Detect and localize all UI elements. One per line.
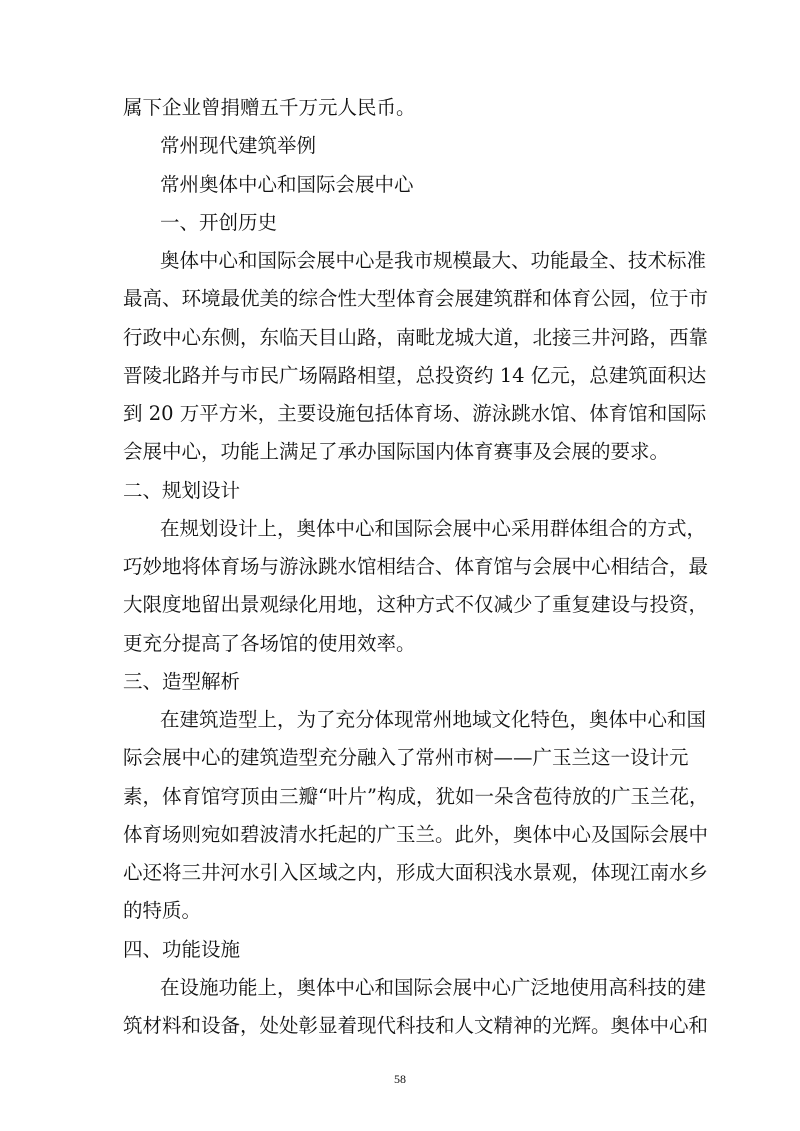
subsection-heading: 二、规划设计 xyxy=(123,479,241,502)
body-text-line: 际会展中心的建筑造型充分融入了常州市树——广玉兰这一设计元 xyxy=(123,746,689,769)
body-text-line: 素，体育馆穹顶由三瓣“叶片”构成，犹如一朵含苞待放的广玉兰花， xyxy=(123,785,709,808)
body-text-line: 的特质。 xyxy=(123,899,202,922)
subsection-heading: 常州奥体中心和国际会展中心 xyxy=(160,173,414,196)
body-text-line: 到 20 万平方米，主要设施包括体育场、游泳跳水馆、体育馆和国际 xyxy=(123,402,707,425)
paragraph-first-line: 在规划设计上，奥体中心和国际会展中心采用群体组合的方式， xyxy=(160,517,707,540)
body-text-line: 最高、环境最优美的综合性大型体育会展建筑群和体育公园，位于市 xyxy=(123,287,709,310)
subsection-heading: 一、开创历史 xyxy=(160,211,278,234)
page-number: 58 xyxy=(394,1072,406,1086)
paragraph-first-line: 在建筑造型上，为了充分体现常州地域文化特色，奥体中心和国 xyxy=(160,708,707,731)
subsection-heading: 三、造型解析 xyxy=(123,670,241,693)
paragraph-first-line: 在设施功能上，奥体中心和国际会展中心广泛地使用高科技的建 xyxy=(160,976,707,999)
body-text-line: 晋陵北路并与市民广场隔路相望，总投资约 14 亿元，总建筑面积达 xyxy=(123,364,707,387)
subsection-heading: 四、功能设施 xyxy=(123,938,241,961)
body-text-line: 更充分提高了各场馆的使用效率。 xyxy=(123,632,416,655)
body-text-line: 筑材料和设备，处处彰显着现代科技和人文精神的光辉。奥体中心和 xyxy=(123,1014,709,1037)
body-text-line: 会展中心，功能上满足了承办国际国内体育赛事及会展的要求。 xyxy=(123,440,670,463)
body-text-line: 大限度地留出景观绿化用地，这种方式不仅减少了重复建设与投资， xyxy=(123,593,709,616)
body-text-line: 属下企业曾捐赠五千万元人民币。 xyxy=(123,96,416,119)
paragraph-first-line: 奥体中心和国际会展中心是我市规模最大、功能最全、技术标准 xyxy=(160,249,707,272)
body-text-line: 体育场则宛如碧波清水托起的广玉兰。此外，奥体中心及国际会展中 xyxy=(123,823,709,846)
body-text-line: 心还将三井河水引入区域之内，形成大面积浅水景观，体现江南水乡 xyxy=(123,861,709,884)
section-heading: 常州现代建筑举例 xyxy=(160,134,317,157)
body-text-line: 行政中心东侧，东临天目山路，南毗龙城大道，北接三井河路，西靠 xyxy=(123,326,709,349)
body-text-line: 巧妙地将体育场与游泳跳水馆相结合、体育馆与会展中心相结合，最 xyxy=(123,555,709,578)
